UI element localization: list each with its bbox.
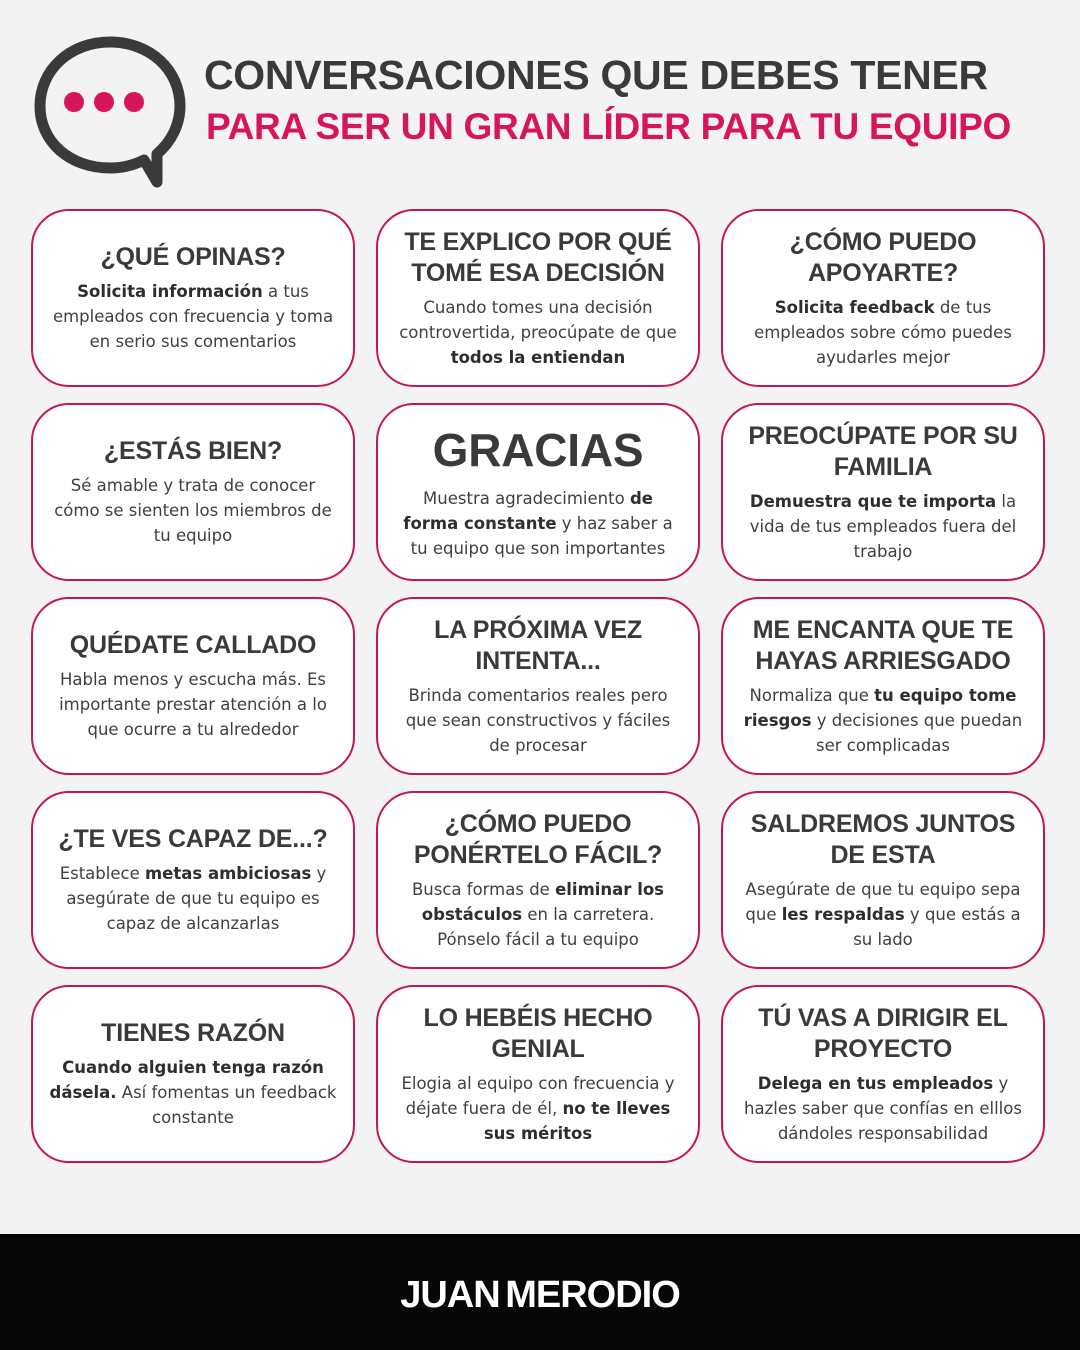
card-body — [49, 667, 337, 742]
card-title: ¿CÓMO PUEDO APOYARTE? — [789, 227, 977, 287]
card-body-text: Brinda comentarios reales pero que sean constructivos y fáciles de procesar — [405, 685, 671, 755]
card-body-text: en la carretera. Pónselo fácil a tu equipo — [437, 904, 655, 949]
card-body — [394, 877, 682, 952]
card-body — [739, 489, 1027, 564]
page-subtitle: PARA SER UN GRAN LÍDER PARA TU EQUIPO — [206, 106, 1011, 147]
card-body-text: Sé amable y trata de conocer cómo se sienten los miembros de tu equipo — [54, 476, 332, 545]
card-body-text: y que estás a su lado — [853, 904, 1021, 949]
header — [0, 0, 1080, 200]
card-body-emphasis: eliminar los obstáculos — [421, 879, 665, 924]
card-title: ME ENCANTA QUE TE HAYAS ARRIESGADO — [752, 615, 1014, 675]
card-body-emphasis: no te lleves sus méritos — [483, 1098, 671, 1143]
card-body-text: la vida de tus empleados fuera del trabajo — [749, 491, 1017, 561]
card-body-emphasis: Solicita información — [77, 282, 263, 301]
conversation-card — [376, 403, 700, 581]
card-body — [49, 279, 337, 354]
card-body — [49, 861, 337, 936]
card-body-text: Muestra agradecimiento — [423, 488, 630, 508]
card-body-emphasis: Delega en tus empleados — [757, 1073, 994, 1093]
card-body — [739, 683, 1027, 758]
card-title: ¿QUÉ OPINAS? — [100, 243, 286, 271]
card-body — [739, 295, 1027, 370]
card-title: ¿ESTÁS BIEN? — [103, 437, 283, 465]
card-body-text: y asegúrate de que tu equipo es capaz de alcanzarlas — [66, 864, 327, 933]
card-body-text: Elogia al equipo con frecuencia y déjate fuera de él, — [401, 1073, 675, 1118]
card-body-text: y hazles saber que confías en elllos dándoles responsabilidad — [744, 1073, 1022, 1143]
card-title: TE EXPLICO POR QUÉ TOMÉ ESA DECISIÓN — [404, 227, 672, 287]
card-title: SALDREMOS JUNTOS DE ESTA — [750, 809, 1016, 869]
card-body-emphasis: Demuestra que te importa — [749, 491, 997, 511]
page-title: CONVERSACIONES QUE DEBES TENER — [204, 52, 988, 98]
card-body-text: Busca formas de — [411, 879, 556, 899]
card-body — [394, 1071, 682, 1146]
card-body — [739, 877, 1027, 952]
conversation-card — [31, 597, 355, 775]
card-body-emphasis: tu equipo tome riesgos — [743, 685, 1017, 730]
conversation-card — [31, 791, 355, 969]
card-body-text: Así fomentas un feedback constante — [116, 1083, 337, 1127]
conversation-card — [721, 403, 1045, 581]
dot-icon — [64, 92, 84, 112]
conversation-card — [376, 209, 700, 387]
conversation-card — [376, 791, 700, 969]
card-title: LO HEBÉIS HECHO GENIAL — [423, 1003, 653, 1063]
conversation-card — [721, 985, 1045, 1163]
brand-logo: JUAN MERODIO — [400, 1273, 680, 1316]
card-body-emphasis: metas ambiciosas — [144, 864, 312, 883]
footer — [0, 1234, 1080, 1350]
card-title: GRACIAS — [432, 423, 644, 476]
card-body-emphasis: les respaldas — [781, 904, 905, 924]
card-body-text: a tus empleados con frecuencia y toma en serio sus comentarios — [52, 282, 334, 351]
card-body-emphasis: Cuando alguien tenga razón dásela. — [49, 1058, 324, 1102]
card-body — [49, 473, 337, 548]
conversation-card — [31, 985, 355, 1163]
card-title: TÚ VAS A DIRIGIR EL PROYECTO — [758, 1003, 1008, 1063]
conversation-card — [721, 791, 1045, 969]
card-body — [394, 683, 682, 758]
card-body-text: y decisiones que puedan ser complicadas — [811, 710, 1023, 755]
card-body-emphasis: de forma constante — [403, 488, 653, 533]
card-body-text: Habla menos y escucha más. Es importante prestar atención a lo que ocurre a tu alrededor — [59, 670, 327, 739]
speech-bubble-icon — [30, 30, 190, 190]
card-title: ¿TE VES CAPAZ DE...? — [58, 825, 328, 853]
card-title: LA PRÓXIMA VEZ INTENTA... — [434, 615, 642, 675]
card-body — [394, 295, 682, 370]
card-body-text: Establece — [59, 864, 145, 883]
dot-icon — [94, 92, 114, 112]
card-body — [394, 486, 682, 561]
card-body — [739, 1071, 1027, 1146]
conversation-card — [721, 597, 1045, 775]
card-body — [49, 1055, 337, 1130]
card-body-text: Asegúrate de que tu equipo sepa que — [745, 879, 1021, 924]
card-title: QUÉDATE CALLADO — [69, 631, 317, 659]
conversation-card — [376, 985, 700, 1163]
dot-icon — [124, 92, 144, 112]
conversation-cards-grid — [31, 209, 1045, 1163]
conversation-card — [721, 209, 1045, 387]
card-body-emphasis: Solicita feedback — [774, 297, 935, 317]
card-title: ¿CÓMO PUEDO PONÉRTELO FÁCIL? — [413, 809, 663, 869]
card-body-text: de tus empleados sobre cómo puedes ayudarles mejor — [754, 297, 1012, 367]
card-body-text: y haz saber a tu equipo que son importantes — [410, 513, 673, 558]
card-title: PREOCÚPATE POR SU FAMILIA — [748, 421, 1018, 481]
conversation-card — [31, 403, 355, 581]
card-body-text: Normaliza que — [749, 685, 875, 705]
conversation-card — [376, 597, 700, 775]
card-title: TIENES RAZÓN — [101, 1019, 285, 1047]
card-body-text: Cuando tomes una decisión controvertida, preocúpate de que — [399, 297, 677, 342]
conversation-card — [31, 209, 355, 387]
card-body-emphasis: todos la entiendan — [450, 347, 626, 367]
